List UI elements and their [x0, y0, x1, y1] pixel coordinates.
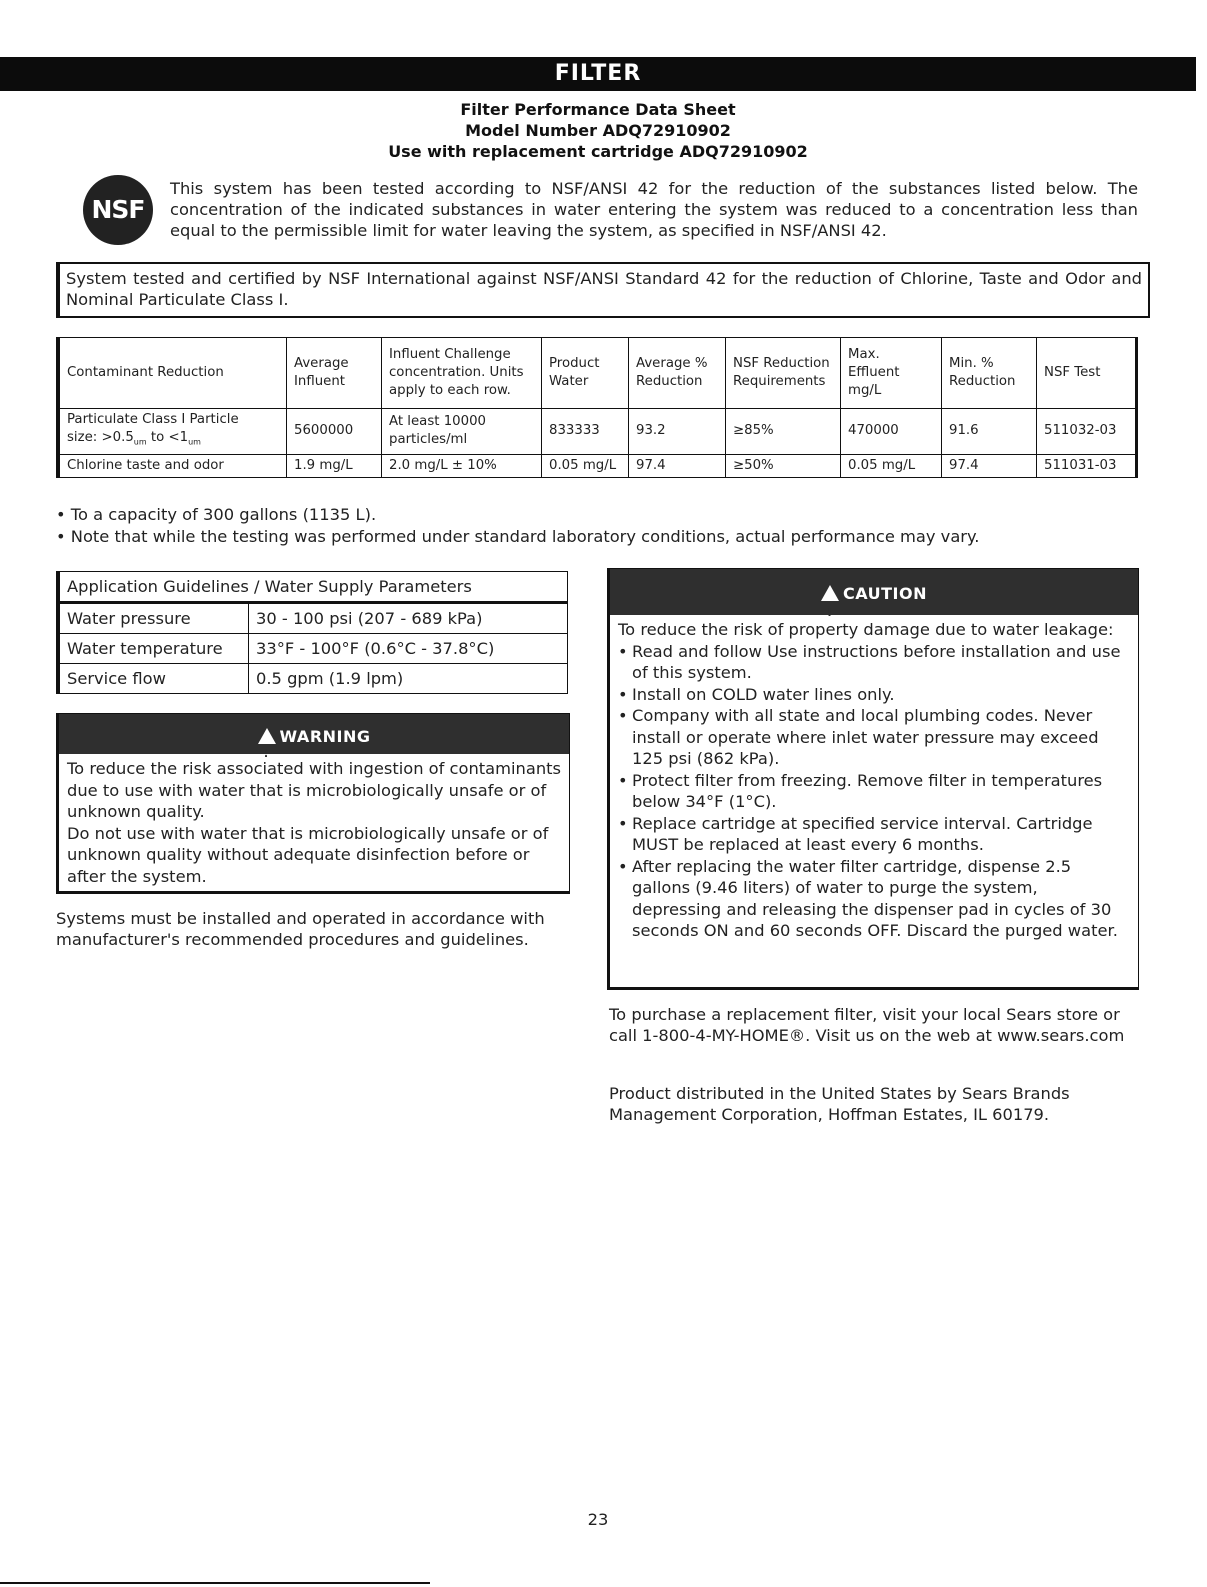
- model-number: Model Number ADQ72910902: [465, 121, 731, 140]
- table-cell: 0.05 mg/L: [542, 454, 629, 477]
- param-label: Water pressure: [58, 603, 249, 634]
- table-cell: 0.05 mg/L: [841, 454, 942, 477]
- table-row: [58, 409, 1137, 455]
- nsf-logo: NSF: [83, 175, 153, 245]
- caution-list: [618, 641, 1130, 942]
- table-cell: 5600000: [287, 409, 382, 455]
- table-cell: ≥50%: [726, 454, 841, 477]
- table-row: [58, 664, 568, 694]
- header-cell: NSF Reduction Requirements: [726, 338, 841, 409]
- param-label: Service flow: [58, 664, 249, 694]
- table-cell: At least 10000 particles/ml: [382, 409, 542, 455]
- table-cell: 1.9 mg/L: [287, 454, 382, 477]
- table-cell: 511032-03: [1037, 409, 1137, 455]
- warning-text: To reduce the risk associated with ingestion of contaminants due to use with water that is microbiologically unsafe or of unknown quality.: [67, 759, 562, 821]
- warning-header: [59, 714, 569, 754]
- warning-triangle-icon: [258, 728, 276, 744]
- table-cell: Chlorine taste and odor: [58, 454, 287, 477]
- table-cell: 511031-03: [1037, 454, 1137, 477]
- warning-box: [56, 713, 570, 894]
- purchase-info: To purchase a replacement filter, visit your local Sears store or call 1-800-4-MY-HOME®. Visit us on the web at www.sears.com: [609, 1005, 1125, 1045]
- section-banner: FILTER: [0, 57, 1196, 91]
- header-cell: Max. Effluent mg/L: [841, 338, 942, 409]
- caution-intro: To reduce the risk of property damage due to water leakage:: [618, 620, 1114, 639]
- table-cell: 97.4: [942, 454, 1037, 477]
- list-item: • Install on COLD water lines only.: [618, 684, 1130, 706]
- table-cell: 833333: [542, 409, 629, 455]
- page-number: 23: [587, 1510, 609, 1529]
- list-item: • Protect filter from freezing. Remove filter in temperatures below 34°F (1°C).: [618, 770, 1130, 813]
- testing-note: • Note that while the testing was performed under standard laboratory conditions, actual performance may vary.: [56, 527, 980, 546]
- table-header-row: [58, 338, 1137, 409]
- header-cell: NSF Test: [1037, 338, 1137, 409]
- header-cell: Product Water: [542, 338, 629, 409]
- table-cell: 470000: [841, 409, 942, 455]
- guidelines-title: Application Guidelines / Water Supply Parameters: [58, 572, 568, 603]
- warning-title: WARNING: [279, 727, 371, 746]
- sheet-title: Filter Performance Data Sheet: [460, 100, 736, 119]
- param-value: 33°F - 100°F (0.6°C - 37.8°C): [249, 634, 568, 664]
- list-item: • Replace cartridge at specified service interval. Cartridge MUST be replaced at least every 6 months.: [618, 813, 1130, 856]
- warning-body: [59, 754, 569, 889]
- warning-text: Do not use with water that is microbiologically unsafe or of unknown quality without adequate disinfection before or after the system.: [67, 823, 549, 886]
- installation-note: Systems must be installed and operated in accordance with manufacturer's recommended procedures and guidelines.: [56, 909, 545, 949]
- caution-title: CAUTION: [843, 584, 927, 603]
- performance-table: [56, 337, 1138, 478]
- caution-body: [610, 615, 1138, 944]
- table-cell: 91.6: [942, 409, 1037, 455]
- nsf-intro-text: This system has been tested according to NSF/ANSI 42 for the reduction of the substances listed below. The concentration of the indicated substances in water entering the system was reduced to a concentration less than equal to the permissible limit for water leaving the system, as specified in NSF/ANSI 42.: [170, 179, 1138, 240]
- header-cell: Average Influent: [287, 338, 382, 409]
- table-cell: 97.4: [629, 454, 726, 477]
- header-cell: Min. % Reduction: [942, 338, 1037, 409]
- bottom-divider: [0, 1582, 430, 1584]
- table-cell: 93.2: [629, 409, 726, 455]
- list-item: • After replacing the water filter cartridge, dispense 2.5 gallons (9.46 liters) of water to purge the system, depressing and releasing the dispenser pad in cycles of 30 seconds ON and 60 seconds OFF. Discard the purged water.: [618, 856, 1130, 942]
- table-cell: ≥85%: [726, 409, 841, 455]
- table-row: [58, 603, 568, 634]
- cartridge-note: Use with replacement cartridge ADQ72910902: [388, 142, 808, 161]
- header-cell: Influent Challenge concentration. Units apply to each row.: [382, 338, 542, 409]
- table-row: [58, 454, 1137, 477]
- table-header-row: [58, 572, 568, 603]
- application-guidelines-table: [56, 571, 568, 694]
- caution-header: [610, 569, 1138, 615]
- caution-triangle-icon: [821, 585, 839, 601]
- header-cell: Contaminant Reduction: [58, 338, 287, 409]
- header-cell: Average % Reduction: [629, 338, 726, 409]
- distribution-info: Product distributed in the United States by Sears Brands Management Corporation, Hoffman Estates, IL 60179.: [609, 1084, 1070, 1124]
- table-cell: 2.0 mg/L ± 10%: [382, 454, 542, 477]
- param-label: Water temperature: [58, 634, 249, 664]
- list-item: • Read and follow Use instructions before installation and use of this system.: [618, 641, 1130, 684]
- list-item: • Company with all state and local plumbing codes. Never install or operate where inlet water pressure may exceed 125 psi (862 kPa).: [618, 705, 1130, 770]
- capacity-note: • To a capacity of 300 gallons (1135 L).: [56, 505, 377, 524]
- certification-text: System tested and certified by NSF International against NSF/ANSI Standard 42 for the reduction of Chlorine, Taste and Odor and Nominal Particulate Class I.: [66, 269, 1142, 309]
- contaminant-cell: Particulate Class I Particle size: $>0.5_{um}$ to $<1_{um}$: [58, 409, 287, 455]
- certification-box: [56, 262, 1150, 318]
- caution-box: [607, 568, 1139, 990]
- param-value: 30 - 100 psi (207 - 689 kPa): [249, 603, 568, 634]
- param-value: 0.5 gpm (1.9 lpm): [249, 664, 568, 694]
- table-row: [58, 634, 568, 664]
